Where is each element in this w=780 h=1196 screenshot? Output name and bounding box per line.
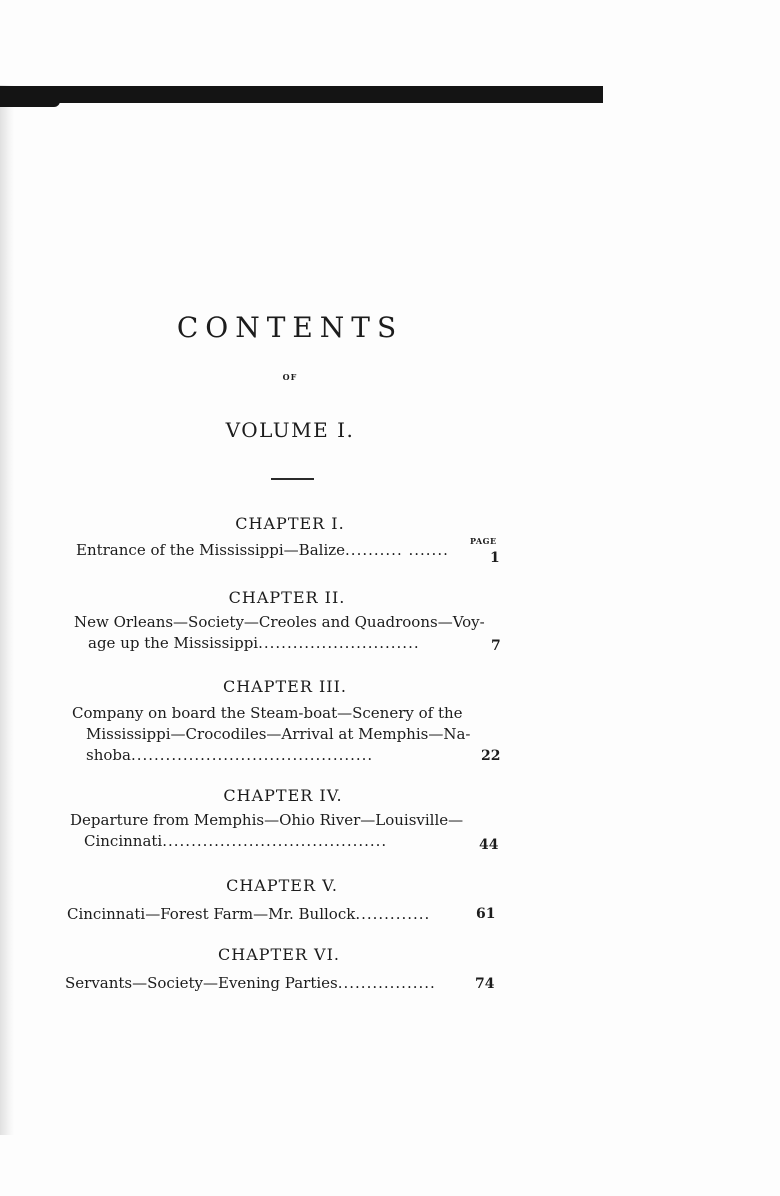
entry-text: shoba — [86, 746, 131, 764]
chapter-heading: CHAPTER I. — [235, 514, 345, 533]
chapter-heading: CHAPTER V. — [226, 876, 338, 895]
entry-line: Departure from Memphis—Ohio River—Louisville— — [70, 811, 464, 829]
chapter-heading: CHAPTER II. — [228, 588, 346, 607]
entry-text: age up the Mississippi — [88, 634, 259, 652]
contents-title: CONTENTS — [176, 311, 404, 344]
top-black-rule — [0, 86, 603, 103]
chapter-entry — [76, 540, 449, 561]
chapter-heading: CHAPTER III. — [222, 677, 348, 696]
chapter-entry — [65, 973, 436, 994]
chapter-entry — [74, 612, 485, 654]
page-gutter-shadow — [0, 85, 14, 1135]
chapter-entry — [72, 703, 470, 766]
entry-line: New Orleans—Society—Creoles and Quadroons—Voy- — [74, 613, 485, 631]
leader-dots: ................. — [337, 974, 436, 992]
title-divider — [271, 478, 314, 480]
leader-dots: .......................................... — [130, 746, 374, 764]
entry-line — [72, 745, 470, 766]
chapter-entry — [70, 810, 463, 852]
page-number: 61 — [476, 906, 496, 922]
page-number: 44 — [479, 837, 499, 853]
entry-text: Cincinnati—Forest Farm—Mr. Bullock — [67, 905, 356, 923]
entry-line — [67, 904, 430, 925]
entry-line — [70, 831, 463, 852]
entry-text: Entrance of the Mississippi—Balize — [76, 541, 346, 559]
chapter-heading: CHAPTER VI. — [218, 945, 340, 964]
entry-line: Company on board the Steam-boat—Scenery of the — [72, 704, 463, 722]
entry-line — [76, 540, 449, 561]
entry-text: Servants—Society—Evening Parties — [65, 974, 338, 992]
entry-line — [74, 633, 485, 654]
leader-dots: .......... ....... — [345, 541, 449, 559]
page-column-label: PAGE — [470, 536, 497, 546]
page-number: 7 — [491, 638, 501, 654]
page-number: 74 — [475, 976, 495, 992]
of-label: OF — [282, 372, 298, 382]
page-number: 22 — [481, 748, 501, 764]
leader-dots: ............. — [355, 905, 431, 923]
volume-title: VOLUME I. — [225, 418, 355, 442]
leader-dots: ....................................... — [162, 832, 388, 850]
chapter-heading: CHAPTER IV. — [223, 786, 343, 805]
leader-dots: ............................ — [258, 634, 420, 652]
entry-text: Cincinnati — [84, 832, 163, 850]
page-number: 1 — [490, 550, 500, 566]
chapter-entry — [67, 904, 430, 925]
entry-line: Mississippi—Crocodiles—Arrival at Memphis—Na- — [86, 725, 471, 743]
entry-line — [65, 973, 436, 994]
